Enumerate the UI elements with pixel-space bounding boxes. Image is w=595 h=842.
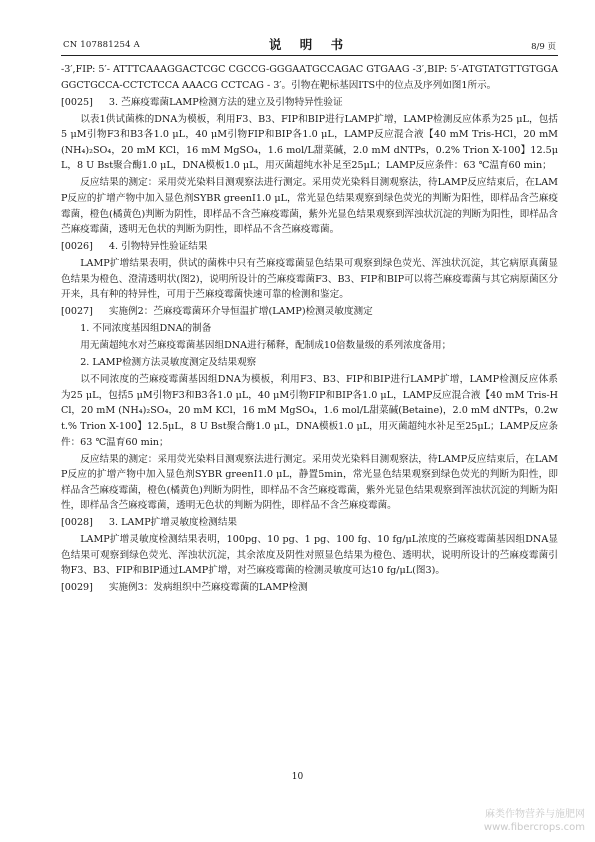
numbered-heading (61, 580, 558, 596)
paragraph: 以表1供试菌株的DNA为模板，利用F3、B3、FIP和BIP进行LAMP扩增，LAMP检测反应体系为25 μL，包括5 μM引物F3和B3各1.0 μL，40 μM引物FIP和BIP各1.0 μL，LAMP反应混合液【40 mM Tris-HCl，20 mM (NH₄)₂SO₄，20 mM KCl，16 mM MgSO₄，1.6 mol/L甜菜碱，2.0 mM dNTPs，0.2% Trion X-100】12.5μL，8 U Bst聚合酶1.0 μL，DNA模板1.0 μL，用灭菌超纯水补足至25μL；LAMP反应条件：63 ℃温育60 min； (61, 113, 558, 172)
sub-heading: 1. 不同浓度基因组DNA的制备 (80, 323, 212, 335)
paragraph: LAMP扩增灵敏度检测结果表明，100pg、10 pg、1 pg、100 fg、10 fg/μL浓度的苎麻疫霉菌基因组DNA显色结果可观察到绿色荧光、浑浊状沉淀，其余浓度及阴性对照显色结果为橙色、透明状，说明所设计的苎麻疫霉菌引物F3、B3、FIP和BIP通过LAMP扩增，对苎麻疫霉菌的检测灵敏度可达10 fg/μL(图3)。 (61, 534, 558, 577)
paragraph: 反应结果的测定：采用荧光染料目测观察法进行测定。采用荧光染料目测观察法，待LAMP反应结束后，在LAMP反应的扩增产物中加入显色剂SYBR greenⅠ1.0 μL，常光显色结果观察到绿色荧光的判断为阳性，即样品含苎麻疫霉菌，橙色(橘黄色)判断为阴性，即样品不含苎麻疫霉菌，紫外光显色结果观察到浑浊状沉淀的判断为阳性，即样品含苎麻疫霉菌，透明无色状的判断为阴性，即样品不含苎麻疫霉菌。 (61, 177, 558, 236)
heading-text: 3. 苎麻疫霉菌LAMP检测方法的建立及引物特异性验证 (108, 96, 343, 108)
page-indicator: 8/9 页 (531, 42, 556, 52)
heading-text: 4. 引物特异性验证结果 (108, 241, 208, 253)
numbered-heading (61, 239, 558, 255)
watermark (484, 808, 585, 834)
paragraph: 用无菌超纯水对苎麻疫霉菌基因组DNA进行稀释，配制成10倍数量级的系列浓度备用； (80, 340, 452, 352)
paragraph-number: [0025] (61, 96, 93, 108)
document-title: 说 明 书 (268, 37, 351, 52)
page-number: 10 (291, 772, 304, 782)
paragraph-number: [0027] (61, 306, 93, 318)
patent-number: CN 107881254 A (63, 40, 140, 50)
numbered-heading (61, 95, 558, 111)
heading-text: 实施例3：发病组织中苎麻疫霉菌的LAMP检测 (108, 582, 308, 594)
paragraph-number: [0029] (61, 582, 93, 594)
numbered-heading (61, 515, 558, 531)
heading-text: 3. LAMP扩增灵敏度检测结果 (108, 517, 238, 529)
sub-heading: 2. LAMP检测方法灵敏度测定及结果观察 (80, 357, 257, 369)
watermark-url: www.fibercrops.com (483, 822, 585, 833)
paragraph: -3′,FIP: 5′- ATTTCAAAGGACTCGC CGCCG-GGGAATGCCAGAC GTGAAG -3′,BIP: 5′-ATGTATGTTGTGGAGGCTGCCA-CCTCTCCA AAACG CCTCAG - 3′。引物在靶标基因ITS中的位点及序列如图1所示。 (61, 64, 558, 91)
paragraph: LAMP扩增结果表明，供试的菌株中只有苎麻疫霉菌显色结果可观察到绿色荧光、浑浊状沉淀，其它病原真菌显色结果为橙色、澄清透明状(图2)，说明所设计的苎麻疫霉菌F3、B3、FIP和BIP可以将苎麻疫霉菌与其它病原菌区分开来，具有种的特异性，可用于苎麻疫霉菌快速可靠的检测和鉴定。 (61, 258, 558, 301)
paragraph: 以不同浓度的苎麻疫霉菌基因组DNA为模板，利用F3、B3、FIP和BIP进行LAMP扩增，LAMP检测反应体系为25 μL，包括5 μM引物F3和B3各1.0 μL，40 μM引物FIP和BIP各1.0 μL，LAMP反应混合液【40 mM Tris-HCl，20 mM (NH₄)₂SO₄，20 mM KCl，16 mM MgSO₄，1.6 mol/L甜菜碱(Betaine)，2.0 mM dNTPs，0.2wt.% Trion X-100】12.5μL，8 U Bst聚合酶1.0 μL，DNA模板1.0 μL，用灭菌超纯水补足至25μL；LAMP反应条件：63 ℃温育60 min； (61, 374, 558, 448)
heading-text: 实施例2：苎麻疫霉菌环介导恒温扩增(LAMP)检测灵敏度测定 (108, 306, 373, 318)
page-header (61, 33, 558, 56)
paragraph-number: [0026] (61, 241, 93, 253)
paragraph: 反应结果的测定：采用荧光染料目测观察法进行测定。采用荧光染料目测观察法，待LAMP反应结束后，在LAMP反应的扩增产物中加入显色剂SYBR greenⅠ1.0 μL，静置5min，常光显色结果观察到绿色荧光的判断为阳性，即样品含苎麻疫霉菌，橙色(橘黄色)判断为阴性，即样品不含苎麻疫霉菌，紫外光显色结果观察到浑浊状沉淀的判断为阳性，即样品含苎麻疫霉菌，透明无色状的判断为阴性，即样品不含苎麻疫霉菌。 (61, 453, 558, 512)
watermark-site-name: 麻类作物营养与施肥网 (485, 809, 585, 820)
numbered-heading (61, 304, 558, 320)
paragraph-number: [0028] (61, 517, 93, 529)
document-body (61, 62, 558, 597)
